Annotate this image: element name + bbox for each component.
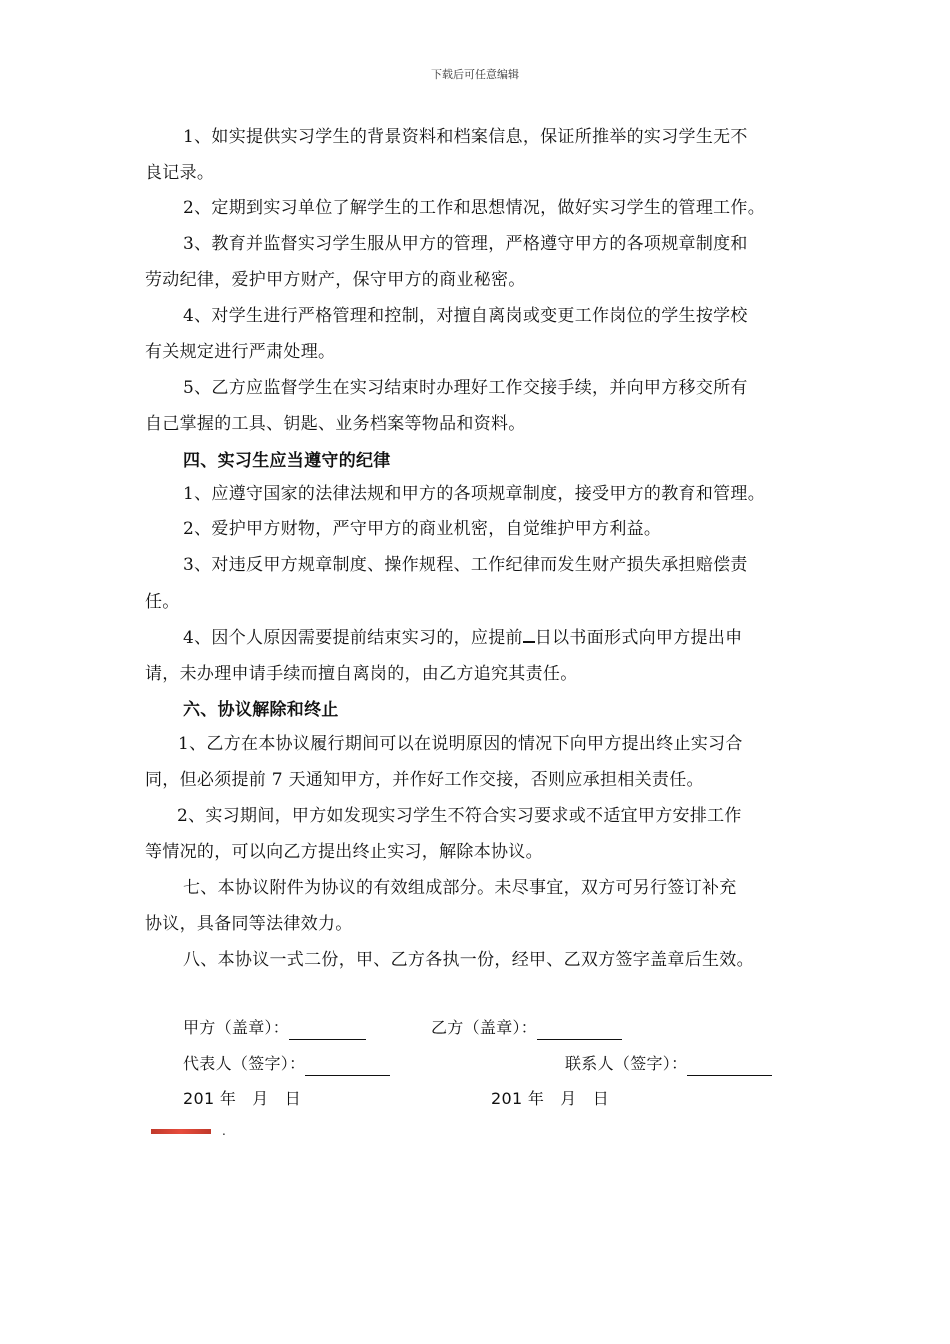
contact-sign xyxy=(565,1053,772,1076)
s8-line: 八、本协议一式二份，甲、乙方各执一份，经甲、乙双方签字盖章后生效。 xyxy=(183,950,754,970)
footer-dot: . xyxy=(222,1124,226,1138)
s4-item3-line1: 3、对违反甲方规章制度、操作规程、工作纪律而发生财产损失承担赔偿责 xyxy=(183,555,748,575)
party-b-seal xyxy=(431,1017,622,1040)
party-b-label: 乙方（盖章）： xyxy=(431,1018,538,1037)
s3-item2: 2、定期到实习单位了解学生的工作和思想情况，做好实习学生的管理工作。 xyxy=(183,198,766,218)
page-header: 下载后可任意编辑 xyxy=(431,68,519,81)
party-b-blank xyxy=(537,1017,622,1040)
party-a-seal xyxy=(183,1017,366,1040)
rep-label: 代表人（签字）： xyxy=(183,1054,306,1073)
s7-line1: 七、本协议附件为协议的有效组成部分。未尽事宜，双方可另行签订补充 xyxy=(183,878,737,898)
s4-item4-post: 日以书面形式向甲方提出申 xyxy=(534,628,743,648)
s4-item4-line1 xyxy=(183,627,742,649)
s6-heading: 六、协议解除和终止 xyxy=(183,700,339,720)
s3-item4-line1: 4、对学生进行严格管理和控制，对擅自离岗或变更工作岗位的学生按学校 xyxy=(183,306,748,326)
date-b: 201 年 月 日 xyxy=(491,1089,610,1108)
s4-heading: 四、实习生应当遵守的纪律 xyxy=(183,451,391,471)
s7-line2: 协议，具备同等法律效力。 xyxy=(145,914,353,934)
red-decoration-bar xyxy=(151,1129,211,1134)
s4-item2: 2、爱护甲方财物，严守甲方的商业机密，自觉维护甲方利益。 xyxy=(183,519,662,539)
s6-item2-line2: 等情况的，可以向乙方提出终止实习，解除本协议。 xyxy=(145,842,543,862)
s3-item5-line2: 自己掌握的工具、钥匙、业务档案等物品和资料。 xyxy=(145,414,526,434)
party-a-label: 甲方（盖章）： xyxy=(183,1018,290,1037)
s6-item2-line1: 2、实习期间，甲方如发现实习学生不符合实习要求或不适宜甲方安排工作 xyxy=(177,806,742,826)
contact-blank xyxy=(687,1053,772,1076)
contact-label: 联系人（签字）： xyxy=(565,1054,688,1073)
s3-item4-line2: 有关规定进行严肃处理。 xyxy=(145,342,336,362)
s6-item1-line1: 1、乙方在本协议履行期间可以在说明原因的情况下向甲方提出终止实习合 xyxy=(178,734,743,754)
representative-sign xyxy=(183,1053,390,1076)
s4-item4-pre: 4、因个人原因需要提前结束实习的，应提前 xyxy=(183,628,523,648)
s3-item5-line1: 5、乙方应监督学生在实习结束时办理好工作交接手续，并向甲方移交所有 xyxy=(183,378,748,398)
s3-item1-line1: 1、如实提供实习学生的背景资料和档案信息，保证所推举的实习学生无不 xyxy=(183,127,748,147)
s4-item4-line2: 请，未办理申请手续而擅自离岗的，由乙方追究其责任。 xyxy=(145,664,578,684)
s3-item3-line2: 劳动纪律，爱护甲方财产，保守甲方的商业秘密。 xyxy=(145,270,526,290)
s3-item1-line2: 良记录。 xyxy=(145,163,215,183)
rep-blank xyxy=(305,1053,390,1076)
s4-item3-line2: 任。 xyxy=(145,592,180,612)
party-a-blank xyxy=(289,1017,366,1040)
s6-item1-line2: 同，但必须提前 7 天通知甲方，并作好工作交接，否则应承担相关责任。 xyxy=(145,770,704,790)
s3-item3-line1: 3、教育并监督实习学生服从甲方的管理，严格遵守甲方的各项规章制度和 xyxy=(183,234,748,254)
date-a: 201 年 月 日 xyxy=(183,1089,302,1108)
days-blank xyxy=(523,627,535,643)
s4-item1: 1、应遵守国家的法律法规和甲方的各项规章制度，接受甲方的教育和管理。 xyxy=(183,484,766,504)
